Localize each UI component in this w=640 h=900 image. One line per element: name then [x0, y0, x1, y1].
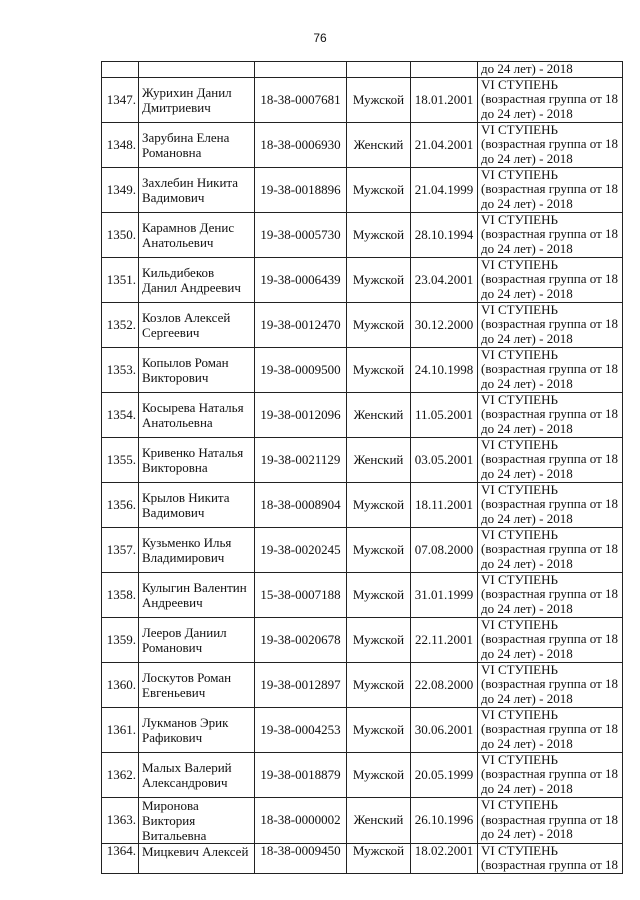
- uin-code: 19-38-0012470: [255, 302, 347, 347]
- uin-code: 19-38-0020245: [255, 527, 347, 572]
- row-number: 1359.: [102, 617, 139, 662]
- table-row: [102, 437, 623, 482]
- category: [478, 257, 623, 302]
- row-number: 1352.: [102, 302, 139, 347]
- category: [478, 797, 623, 843]
- sex: Мужской: [347, 662, 411, 707]
- person-name: [139, 62, 255, 78]
- category-line: до 24 лет) - 2018: [481, 555, 573, 571]
- uin-code: 19-38-0018879: [255, 752, 347, 797]
- row-number: 1364.: [102, 843, 139, 873]
- category-line: до 24 лет) - 2018: [481, 330, 573, 346]
- category-line: (возрастная группа от 18: [481, 631, 619, 647]
- category: [478, 482, 623, 527]
- birth-date: 30.06.2001: [411, 707, 478, 752]
- sex: Женский: [347, 797, 411, 843]
- row-number: 1355.: [102, 437, 139, 482]
- sex: Мужской: [347, 527, 411, 572]
- sex: Мужской: [347, 302, 411, 347]
- category-line: (возрастная группа от 18: [481, 857, 619, 872]
- category-line: до 24 лет) - 2018: [481, 600, 573, 616]
- row-number: 1353.: [102, 347, 139, 392]
- uin-code: 19-38-0012897: [255, 662, 347, 707]
- uin-code: 19-38-0009500: [255, 347, 347, 392]
- category-line: до 24 лет) - 2018: [481, 105, 573, 121]
- category: [478, 62, 623, 78]
- row-number: 1360.: [102, 662, 139, 707]
- row-number: 1357.: [102, 527, 139, 572]
- birth-date: [411, 62, 478, 78]
- birth-date: 18.01.2001: [411, 77, 478, 122]
- category-line: до 24 лет) - 2018: [481, 150, 573, 166]
- row-number: 1351.: [102, 257, 139, 302]
- person-name: Кузьменко Илья Владимирович: [139, 527, 255, 572]
- category-line: (возрастная группа от 18: [481, 316, 619, 332]
- category-line: (возрастная группа от 18: [481, 766, 619, 782]
- person-name: Кулыгин Валентин Андреевич: [139, 572, 255, 617]
- sex: Женский: [347, 437, 411, 482]
- category: [478, 167, 623, 212]
- table-row: [102, 707, 623, 752]
- birth-date: 26.10.1996: [411, 797, 478, 843]
- category-line: VI СТУПЕНЬ: [481, 347, 558, 362]
- row-number: 1362.: [102, 752, 139, 797]
- birth-date: 20.05.1999: [411, 752, 478, 797]
- sex: Мужской: [347, 843, 411, 873]
- category-line: VI СТУПЕНЬ: [481, 212, 558, 227]
- birth-date: 21.04.1999: [411, 167, 478, 212]
- person-name: Крылов Никита Вадимович: [139, 482, 255, 527]
- category: [478, 843, 623, 873]
- uin-code: 19-38-0012096: [255, 392, 347, 437]
- category-line: (возрастная группа от 18: [481, 91, 619, 107]
- category-line: до 24 лет) - 2018: [481, 465, 573, 481]
- category-line: VI СТУПЕНЬ: [481, 392, 558, 407]
- person-name: Лееров Даниил Романович: [139, 617, 255, 662]
- category: [478, 527, 623, 572]
- birth-date: 07.08.2000: [411, 527, 478, 572]
- table-row: [102, 662, 623, 707]
- table-row: [102, 347, 623, 392]
- category-line: (возрастная группа от 18: [481, 361, 619, 377]
- category-line: до 24 лет) - 2018: [481, 285, 573, 301]
- category: [478, 752, 623, 797]
- sex: Мужской: [347, 167, 411, 212]
- category-line: (возрастная группа от 18: [481, 541, 619, 557]
- category-line: до 24 лет) - 2018: [481, 780, 573, 796]
- person-name: Кильдибеков Данил Андреевич: [139, 257, 255, 302]
- uin-code: 18-38-0006930: [255, 122, 347, 167]
- uin-code: 19-38-0006439: [255, 257, 347, 302]
- category-line: (возрастная группа от 18: [481, 721, 619, 737]
- person-name: Кривенко Наталья Викторовна: [139, 437, 255, 482]
- row-number: 1356.: [102, 482, 139, 527]
- category-line: VI СТУПЕНЬ: [481, 302, 558, 317]
- category-line: до 24 лет) - 2018: [481, 510, 573, 526]
- category-line: (возрастная группа от 18: [481, 496, 619, 512]
- category-line: (возрастная группа от 18: [481, 226, 619, 242]
- birth-date: 28.10.1994: [411, 212, 478, 257]
- table-body: [102, 62, 623, 874]
- category-line: VI СТУПЕНЬ: [481, 122, 558, 137]
- uin-code: 18-38-0000002: [255, 797, 347, 843]
- category-line: до 24 лет) - 2018: [481, 240, 573, 256]
- category: [478, 392, 623, 437]
- birth-date: 22.11.2001: [411, 617, 478, 662]
- sex: Женский: [347, 122, 411, 167]
- category-line: (возрастная группа от 18: [481, 181, 619, 197]
- uin-code: 19-38-0021129: [255, 437, 347, 482]
- person-name: Козлов Алексей Сергеевич: [139, 302, 255, 347]
- category-line: (возрастная группа от 18: [481, 271, 619, 287]
- row-number: 1363.: [102, 797, 139, 843]
- person-name: Косырева Наталья Анатольевна: [139, 392, 255, 437]
- sex: Мужской: [347, 482, 411, 527]
- category-line: VI СТУПЕНЬ: [481, 707, 558, 722]
- category: [478, 437, 623, 482]
- sex: Мужской: [347, 707, 411, 752]
- category-line: до 24 лет) - 2018: [481, 826, 573, 842]
- birth-date: 21.04.2001: [411, 122, 478, 167]
- person-name: Карамнов Денис Анатольевич: [139, 212, 255, 257]
- category-line: VI СТУПЕНЬ: [481, 662, 558, 677]
- sex: Мужской: [347, 572, 411, 617]
- category-line: VI СТУПЕНЬ: [481, 77, 558, 92]
- uin-code: 19-38-0018896: [255, 167, 347, 212]
- sex: Мужской: [347, 752, 411, 797]
- uin-code: 19-38-0020678: [255, 617, 347, 662]
- category-line: до 24 лет) - 2018: [481, 195, 573, 211]
- table-row: [102, 797, 623, 843]
- birth-date: 24.10.1998: [411, 347, 478, 392]
- birth-date: 30.12.2000: [411, 302, 478, 347]
- table-row: [102, 572, 623, 617]
- birth-date: 23.04.2001: [411, 257, 478, 302]
- category-line: до 24 лет) - 2018: [481, 61, 573, 76]
- row-number: 1350.: [102, 212, 139, 257]
- category-line: VI СТУПЕНЬ: [481, 572, 558, 587]
- row-number: 1347.: [102, 77, 139, 122]
- results-table: [101, 61, 623, 874]
- birth-date: 31.01.1999: [411, 572, 478, 617]
- sex: Мужской: [347, 257, 411, 302]
- category: [478, 122, 623, 167]
- table-row: [102, 302, 623, 347]
- category: [478, 212, 623, 257]
- category-line: VI СТУПЕНЬ: [481, 437, 558, 452]
- category-line: до 24 лет) - 2018: [481, 690, 573, 706]
- person-name: Захлебин Никита Вадимович: [139, 167, 255, 212]
- row-number: 1358.: [102, 572, 139, 617]
- table-row: [102, 843, 623, 873]
- row-number: 1361.: [102, 707, 139, 752]
- category-line: до 24 лет) - 2018: [481, 420, 573, 436]
- category: [478, 662, 623, 707]
- category-line: VI СТУПЕНЬ: [481, 617, 558, 632]
- uin-code: 18-38-0008904: [255, 482, 347, 527]
- category-line: до 24 лет) - 2018: [481, 735, 573, 751]
- category-line: VI СТУПЕНЬ: [481, 797, 558, 813]
- sex: Мужской: [347, 212, 411, 257]
- category: [478, 617, 623, 662]
- category-line: (возрастная группа от 18: [481, 451, 619, 467]
- category-line: до 24 лет) - 2018: [481, 375, 573, 391]
- category-line: VI СТУПЕНЬ: [481, 843, 558, 858]
- category-line: VI СТУПЕНЬ: [481, 257, 558, 272]
- category-line: VI СТУПЕНЬ: [481, 482, 558, 497]
- table-row: [102, 167, 623, 212]
- table-row: [102, 752, 623, 797]
- sex: Мужской: [347, 77, 411, 122]
- sex: Мужской: [347, 617, 411, 662]
- row-number: 1354.: [102, 392, 139, 437]
- category: [478, 707, 623, 752]
- table-row: [102, 392, 623, 437]
- table-row: [102, 212, 623, 257]
- person-name: Лоскутов Роман Евгеньевич: [139, 662, 255, 707]
- continued-row: [102, 62, 623, 78]
- uin-code: 19-38-0005730: [255, 212, 347, 257]
- category-line: (возрастная группа от 18: [481, 811, 619, 827]
- category: [478, 77, 623, 122]
- table-row: [102, 122, 623, 167]
- person-name: Мицкевич Алексей: [139, 843, 255, 873]
- table-row: [102, 257, 623, 302]
- table-row: [102, 77, 623, 122]
- table-row: [102, 482, 623, 527]
- uin-code: 19-38-0004253: [255, 707, 347, 752]
- person-name: Малых Валерий Александрович: [139, 752, 255, 797]
- birth-date: 03.05.2001: [411, 437, 478, 482]
- sex: Женский: [347, 392, 411, 437]
- category-line: VI СТУПЕНЬ: [481, 527, 558, 542]
- birth-date: 22.08.2000: [411, 662, 478, 707]
- birth-date: 18.11.2001: [411, 482, 478, 527]
- person-name: Миронова Виктория Витальевна: [139, 797, 255, 843]
- uin-code: 15-38-0007188: [255, 572, 347, 617]
- category: [478, 347, 623, 392]
- category-line: (возрастная группа от 18: [481, 676, 619, 692]
- row-number: [102, 62, 139, 78]
- sex: Мужской: [347, 347, 411, 392]
- category-line: VI СТУПЕНЬ: [481, 167, 558, 182]
- table-row: [102, 527, 623, 572]
- page-number: 76: [313, 31, 327, 45]
- person-name: Лукманов Эрик Рафикович: [139, 707, 255, 752]
- category-line: (возрастная группа от 18: [481, 586, 619, 602]
- birth-date: 18.02.2001: [411, 843, 478, 873]
- birth-date: 11.05.2001: [411, 392, 478, 437]
- uin-code: [255, 62, 347, 78]
- category-line: (возрастная группа от 18: [481, 406, 619, 422]
- category-line: (возрастная группа от 18: [481, 136, 619, 152]
- table-row: [102, 617, 623, 662]
- category: [478, 302, 623, 347]
- category-line: VI СТУПЕНЬ: [481, 752, 558, 767]
- uin-code: 18-38-0009450: [255, 843, 347, 873]
- row-number: 1348.: [102, 122, 139, 167]
- category: [478, 572, 623, 617]
- person-name: Журихин Данил Дмитриевич: [139, 77, 255, 122]
- person-name: Зарубина Елена Романовна: [139, 122, 255, 167]
- uin-code: 18-38-0007681: [255, 77, 347, 122]
- person-name: Копылов Роман Викторович: [139, 347, 255, 392]
- category-line: до 24 лет) - 2018: [481, 645, 573, 661]
- row-number: 1349.: [102, 167, 139, 212]
- sex: [347, 62, 411, 78]
